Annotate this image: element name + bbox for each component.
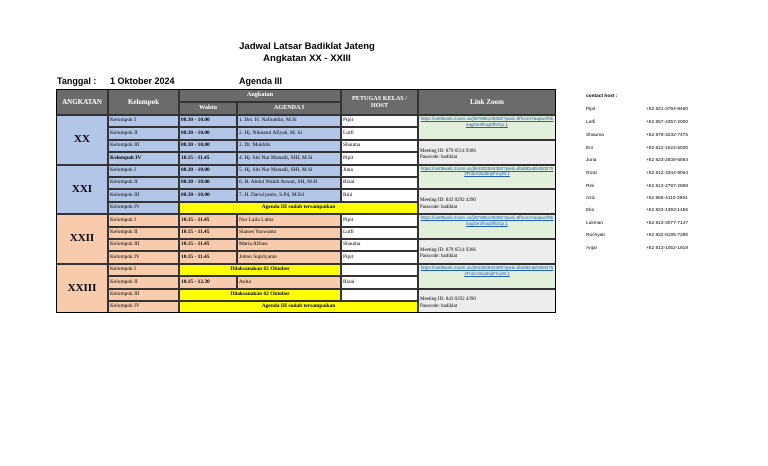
waktu-cell: 10.15 - 11.45 bbox=[179, 227, 237, 239]
kelompok-cell: Kelompok II bbox=[108, 276, 179, 288]
document-subtitle: Angkatan XX - XXIII bbox=[263, 53, 351, 64]
zoom-link[interactable]: https://us06web.zoom.us/j/84302924390?pwd=dbd6DuBiVB0075JFn2iA0xa5njiFmyW.1 bbox=[418, 264, 556, 289]
kelompok-cell: Kelompok III bbox=[108, 289, 179, 301]
kelompok-cell: Kelompok III bbox=[108, 189, 179, 201]
contact-phone: +62 813-3077-7147 bbox=[646, 221, 689, 226]
waktu-cell: 10.15 - 11.45 bbox=[179, 214, 237, 226]
contact-name: Anjar bbox=[586, 246, 598, 251]
header-agenda-1: AGENDA I bbox=[237, 102, 341, 115]
contact-phone: +62 856-4110-3994 bbox=[646, 196, 688, 201]
agenda-cell: 6. H. Abdul Wahib Anwar, SH, M.H bbox=[237, 177, 341, 189]
kelompok-cell: Kelompok IV bbox=[108, 301, 179, 313]
passcode: Passcode: badiklat bbox=[420, 155, 458, 161]
host-cell: Juna bbox=[341, 165, 418, 177]
contact-name: Rini bbox=[586, 184, 595, 189]
contact-phone: +62 823-1393-1456 bbox=[646, 208, 689, 213]
agenda-cell: Johno Supriyanto bbox=[237, 251, 341, 263]
agenda-cell: 1. Drs. H. Nafiuddin, M.Si bbox=[237, 115, 341, 127]
host-cell: Shauma bbox=[341, 140, 418, 152]
kelompok-cell: Kelompok II bbox=[108, 127, 179, 139]
contact-name: Rochyati bbox=[586, 233, 605, 238]
host-cell: Pipit bbox=[341, 251, 418, 263]
meeting-info bbox=[418, 289, 556, 314]
agenda-cell: 7. H. Darwiyanto, S.Pd, M.Ed bbox=[237, 189, 341, 201]
host-cell bbox=[341, 264, 418, 276]
agenda-cell: 4. Hj. Siti Nur Munadi, SHI, M.Si bbox=[237, 152, 341, 164]
header-angkatan: ANGKATAN bbox=[56, 89, 108, 115]
waktu-cell: 08.30 - 10.00 bbox=[179, 177, 237, 189]
contact-name: Shauma bbox=[586, 133, 604, 138]
header-kelompok: Kelompok bbox=[108, 89, 179, 115]
note-cell: Dilaksanakan 02 Oktober bbox=[179, 289, 341, 301]
waktu-cell: 08.30 - 10.00 bbox=[179, 140, 237, 152]
contact-name: Pipit bbox=[586, 107, 596, 112]
host-cell: Rizal bbox=[341, 177, 418, 189]
kelompok-cell: Kelompok II bbox=[108, 227, 179, 239]
angkatan-label: XXI bbox=[56, 165, 108, 215]
host-cell: Pipit bbox=[341, 214, 418, 226]
contact-name: Juna bbox=[586, 158, 597, 163]
kelompok-cell: Kelompok I bbox=[108, 165, 179, 177]
contact-phone: +62 812-3344-9064 bbox=[646, 171, 689, 176]
meeting-id: Meeting ID: 843 0292 4390 bbox=[420, 297, 476, 303]
waktu-cell: 10.15 - 11.45 bbox=[179, 152, 237, 164]
note-cell: Agenda III sudah tersampaikan bbox=[179, 202, 418, 214]
contact-phone: +62 813-1052-1918 bbox=[646, 246, 689, 251]
agenda-label: Agenda III bbox=[239, 76, 283, 86]
kelompok-cell: Kelompok II bbox=[108, 177, 179, 189]
kelompok-cell: Kelompok III bbox=[108, 140, 179, 152]
host-cell: Pipit bbox=[341, 152, 418, 164]
meeting-id: Meeting ID: 879 6514 9366 bbox=[420, 247, 476, 253]
zoom-link[interactable]: https://us06web.zoom.us/j/87965149360?pwd=9fhA2vYaapwcf9bsagDe2fmqDfIbGp.1 bbox=[418, 115, 556, 140]
agenda-cell: Anita bbox=[237, 276, 341, 288]
date-label: Tanggal : bbox=[57, 76, 97, 86]
meeting-info bbox=[418, 140, 556, 165]
kelompok-cell: Kelompok I bbox=[108, 214, 179, 226]
contact-name: Eko bbox=[586, 208, 595, 213]
waktu-cell: 08.30 - 10.00 bbox=[179, 165, 237, 177]
contact-phone: +62 812-1522-5030 bbox=[646, 146, 689, 151]
header-angkatan-group: Angkatan bbox=[179, 89, 341, 102]
schedule-table bbox=[56, 89, 556, 312]
contact-phone: +62 822-8195-7280 bbox=[646, 233, 689, 238]
agenda-cell: Slamet Yuswanto bbox=[237, 227, 341, 239]
note-cell: Dilaksanakan 02 Oktober bbox=[179, 264, 341, 276]
passcode: Passcode: badiklat bbox=[420, 254, 458, 260]
contact-phone: +62 857-4357-2000 bbox=[646, 120, 689, 125]
document-title: Jadwal Latsar Badiklat Jateng bbox=[239, 41, 375, 52]
host-cell: Lutfi bbox=[341, 127, 418, 139]
kelompok-cell: Kelompok IV bbox=[108, 251, 179, 263]
zoom-link[interactable]: https://us06web.zoom.us/j/87965149360?pwd=9fhA2vYaapwcf9bsagDe2fmqDfIbGp.1 bbox=[418, 214, 556, 239]
agenda-cell: Nur Laila Lubis bbox=[237, 214, 341, 226]
waktu-cell: 10.15 - 11.45 bbox=[179, 251, 237, 263]
agenda-cell: 2. Hj. Niknatul Afiyah, M. Si bbox=[237, 127, 341, 139]
waktu-cell: 08.30 - 10.00 bbox=[179, 189, 237, 201]
contact-name: Lutfi bbox=[586, 120, 596, 125]
header-petugas: PETUGAS KELAS / HOST bbox=[341, 89, 418, 115]
host-cell bbox=[341, 289, 418, 301]
host-cell: Lutfi bbox=[341, 227, 418, 239]
kelompok-cell: Kelompok IV bbox=[108, 202, 179, 214]
passcode: Passcode: badiklat bbox=[420, 303, 458, 309]
meeting-id: Meeting ID: 843 0292 4390 bbox=[420, 198, 476, 204]
kelompok-cell: Kelompok I bbox=[108, 115, 179, 127]
contact-phone: +62 823-2838-5584 bbox=[646, 158, 689, 163]
host-cell: Shauma bbox=[341, 239, 418, 251]
contact-name: Eni bbox=[586, 146, 593, 151]
host-cell: Rini bbox=[341, 189, 418, 201]
note-cell: Agenda III sudah tersampaikan bbox=[179, 301, 418, 313]
date-value: 1 Oktober 2024 bbox=[110, 76, 175, 86]
contact-name: Aziz bbox=[586, 196, 596, 201]
contact-phone: +62 813-2797-2868 bbox=[646, 184, 689, 189]
angkatan-label: XXII bbox=[56, 214, 108, 264]
contact-title: contact host : bbox=[586, 94, 618, 99]
contact-name: Rizal bbox=[586, 171, 597, 176]
zoom-link[interactable]: https://us06web.zoom.us/j/84302924390?pwd=dbd6DuBiVB0075JFn2iA0xa5njiFmyW.1 bbox=[418, 165, 556, 190]
contact-phone: +62 878-3232-7475 bbox=[646, 133, 689, 138]
kelompok-cell: Kelompok I bbox=[108, 264, 179, 276]
contact-phone: +62 821-3794-9460 bbox=[646, 107, 689, 112]
agenda-cell: 5. Hj. Siti Nur Munadi, SHI, M.Si bbox=[237, 165, 341, 177]
kelompok-cell: Kelompok IV bbox=[108, 152, 179, 164]
angkatan-label: XXIII bbox=[56, 264, 108, 314]
waktu-cell: 10.15 - 12.30 bbox=[179, 276, 237, 288]
host-cell: Pipit bbox=[341, 115, 418, 127]
passcode: Passcode: badiklat bbox=[420, 204, 458, 210]
kelompok-cell: Kelompok III bbox=[108, 239, 179, 251]
agenda-cell: 3. Dr. Mukhlis bbox=[237, 140, 341, 152]
waktu-cell: 08.30 - 10.00 bbox=[179, 127, 237, 139]
meeting-info bbox=[418, 189, 556, 214]
header-link-zoom: Link Zoom bbox=[418, 89, 556, 115]
contact-name: Lukman bbox=[586, 221, 604, 226]
meeting-id: Meeting ID: 879 6514 9366 bbox=[420, 148, 476, 154]
meeting-info bbox=[418, 239, 556, 264]
waktu-cell: 10.15 - 11.45 bbox=[179, 239, 237, 251]
host-cell: Rizal bbox=[341, 276, 418, 288]
angkatan-label: XX bbox=[56, 115, 108, 165]
agenda-cell: Maria Alfons bbox=[237, 239, 341, 251]
header-waktu: Waktu bbox=[179, 102, 237, 115]
waktu-cell: 08.30 - 10.00 bbox=[179, 115, 237, 127]
